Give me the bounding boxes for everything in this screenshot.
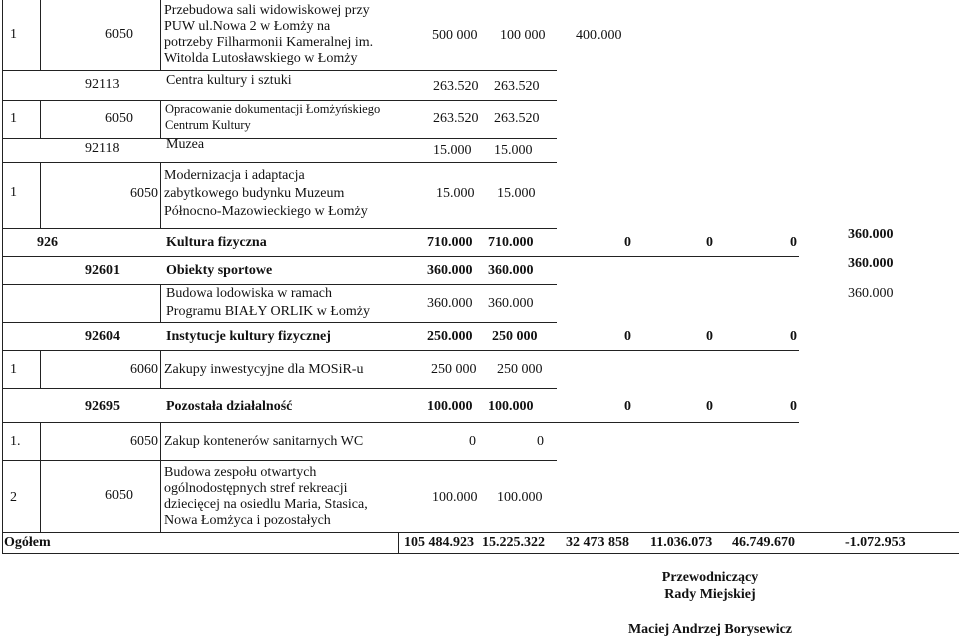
grid-line: [2, 284, 557, 285]
row-name-line: PUW ul.Nowa 2 w Łomży na: [164, 19, 331, 34]
section-code: 92695: [85, 399, 120, 414]
total-value: 32 473 858: [566, 535, 629, 550]
value-cell: 360.000: [427, 296, 473, 311]
section-code: 92604: [85, 329, 120, 344]
row-paragraph: 6050: [105, 111, 133, 126]
value-cell: 0: [790, 329, 797, 344]
grid-line: [160, 162, 161, 228]
row-lp: 1: [10, 111, 17, 126]
value-cell: 0: [706, 329, 713, 344]
value-cell: 15.000: [433, 143, 472, 158]
value-cell: 250 000: [492, 329, 538, 344]
row-name-line: Nowa Łomżyca i pozostałych: [164, 513, 331, 528]
value-cell: 710.000: [488, 235, 534, 250]
row-name-line: Witolda Lutosławskiego w Łomży: [164, 51, 358, 66]
value-cell: 250 000: [497, 362, 543, 377]
row-name-line: dziecięcej na osiedlu Maria, Stasica,: [164, 497, 368, 512]
grid-line: [2, 70, 557, 71]
grid-line: [40, 162, 41, 228]
value-cell: 250.000: [427, 329, 473, 344]
value-cell: 0: [790, 235, 797, 250]
value-cell: 360.000: [488, 263, 534, 278]
row-name: Zakupy inwestycyjne dla MOSiR-u: [164, 362, 364, 377]
grid-line: [2, 100, 557, 101]
grid-line: [40, 100, 41, 138]
value-cell: 250 000: [431, 362, 477, 377]
total-value: -1.072.953: [845, 535, 906, 550]
value-cell: 500 000: [432, 28, 478, 43]
grid-line: [40, 460, 41, 532]
grid-line: [2, 138, 557, 139]
section-code: 92601: [85, 263, 120, 278]
section-name: Kultura fizyczna: [166, 235, 267, 250]
value-cell: 100 000: [500, 28, 546, 43]
value-cell: 0: [706, 399, 713, 414]
grid-line: [2, 553, 959, 554]
value-cell: 0: [624, 329, 631, 344]
section-code: 92118: [85, 141, 120, 156]
grid-line: [160, 460, 161, 532]
grid-line: [160, 0, 161, 70]
grid-line: [2, 162, 557, 163]
total-value: 46.749.670: [732, 535, 795, 550]
value-cell: 0: [790, 399, 797, 414]
total-value: 105 484.923: [404, 535, 474, 550]
section-code: 92113: [85, 77, 120, 92]
grid-line: [160, 100, 161, 138]
row-name-line: Centrum Kultury: [165, 118, 251, 132]
row-lp: 1.: [10, 434, 21, 449]
signature-name: Maciej Andrzej Borysewicz: [627, 622, 793, 637]
row-paragraph: 6050: [130, 186, 158, 201]
row-name-line: zabytkowego budynku Muzeum: [164, 186, 345, 201]
value-cell: 0: [469, 434, 476, 449]
grid-line: [160, 350, 161, 388]
value-cell: 263.520: [433, 111, 479, 126]
value-cell: 0: [537, 434, 544, 449]
row-lp: 1: [10, 362, 17, 377]
value-cell: 360.000: [848, 227, 894, 242]
row-name-line: Przebudowa sali widowiskowej przy: [164, 3, 370, 18]
value-cell: 15.000: [436, 186, 475, 201]
row-name: Zakup kontenerów sanitarnych WC: [164, 434, 364, 449]
row-paragraph: 6050: [105, 27, 133, 42]
grid-line: [2, 228, 557, 229]
grid-line: [2, 532, 959, 533]
row-name-line: Północno-Mazowieckiego w Łomży: [164, 204, 368, 219]
total-label: Ogółem: [4, 535, 51, 550]
section-name: Obiekty sportowe: [166, 263, 273, 278]
value-cell: 263.520: [433, 79, 479, 94]
row-name-line: Budowa lodowiska w ramach: [166, 286, 333, 301]
grid-line: [160, 422, 161, 460]
value-cell: 100.000: [488, 399, 534, 414]
grid-line: [2, 0, 3, 553]
row-lp: 2: [10, 490, 17, 505]
value-cell: 360.000: [848, 256, 894, 271]
row-name-line: Modernizacja i adaptacja: [164, 168, 305, 183]
row-lp: 1: [10, 27, 17, 42]
value-cell: 360.000: [427, 263, 473, 278]
grid-line: [2, 322, 557, 323]
row-lp: 1: [10, 185, 17, 200]
value-cell: 710.000: [427, 235, 473, 250]
value-cell: 400.000: [576, 28, 622, 43]
grid-line: [40, 0, 41, 70]
grid-line: [2, 350, 799, 351]
row-paragraph: 6060: [130, 362, 158, 377]
total-value: 11.036.073: [650, 535, 713, 550]
value-cell: 0: [706, 235, 713, 250]
value-cell: 360.000: [488, 296, 534, 311]
value-cell: 0: [624, 399, 631, 414]
grid-line: [160, 284, 161, 322]
grid-line: [2, 388, 557, 389]
value-cell: 263.520: [494, 79, 540, 94]
value-cell: 100.000: [427, 399, 473, 414]
row-name-line: Budowa zespołu otwartych: [164, 465, 317, 480]
total-value: 15.225.322: [482, 535, 545, 550]
value-cell: 15.000: [494, 143, 533, 158]
section-name: Instytucje kultury fizycznej: [166, 329, 331, 344]
value-cell: 15.000: [497, 186, 536, 201]
row-name-line: Opracowanie dokumentacji Łomżyńskiego: [165, 102, 381, 116]
section-name: Centra kultury i sztuki: [166, 73, 292, 88]
section-name: Muzea: [166, 137, 205, 152]
grid-line: [40, 422, 41, 460]
value-cell: 360.000: [848, 286, 894, 301]
row-paragraph: 6050: [130, 434, 158, 449]
value-cell: 0: [624, 235, 631, 250]
value-cell: 263.520: [494, 111, 540, 126]
grid-line: [2, 422, 799, 423]
value-cell: 100.000: [497, 490, 543, 505]
row-name-line: ogólnodostępnych stref rekreacji: [164, 481, 348, 496]
section-code: 926: [37, 235, 58, 250]
value-cell: 100.000: [432, 490, 478, 505]
row-name-line: potrzeby Filharmonii Kameralnej im.: [164, 35, 374, 50]
row-paragraph: 6050: [105, 488, 133, 503]
grid-line: [2, 256, 799, 257]
signature-title-1: Przewodniczący: [661, 570, 759, 585]
signature-title-2: Rady Miejskiej: [664, 587, 756, 602]
grid-line: [2, 460, 557, 461]
section-name: Pozostała działalność: [166, 399, 293, 414]
grid-line: [40, 350, 41, 388]
row-name-line: Programu BIAŁY ORLIK w Łomży: [166, 304, 371, 319]
grid-line: [398, 532, 399, 553]
